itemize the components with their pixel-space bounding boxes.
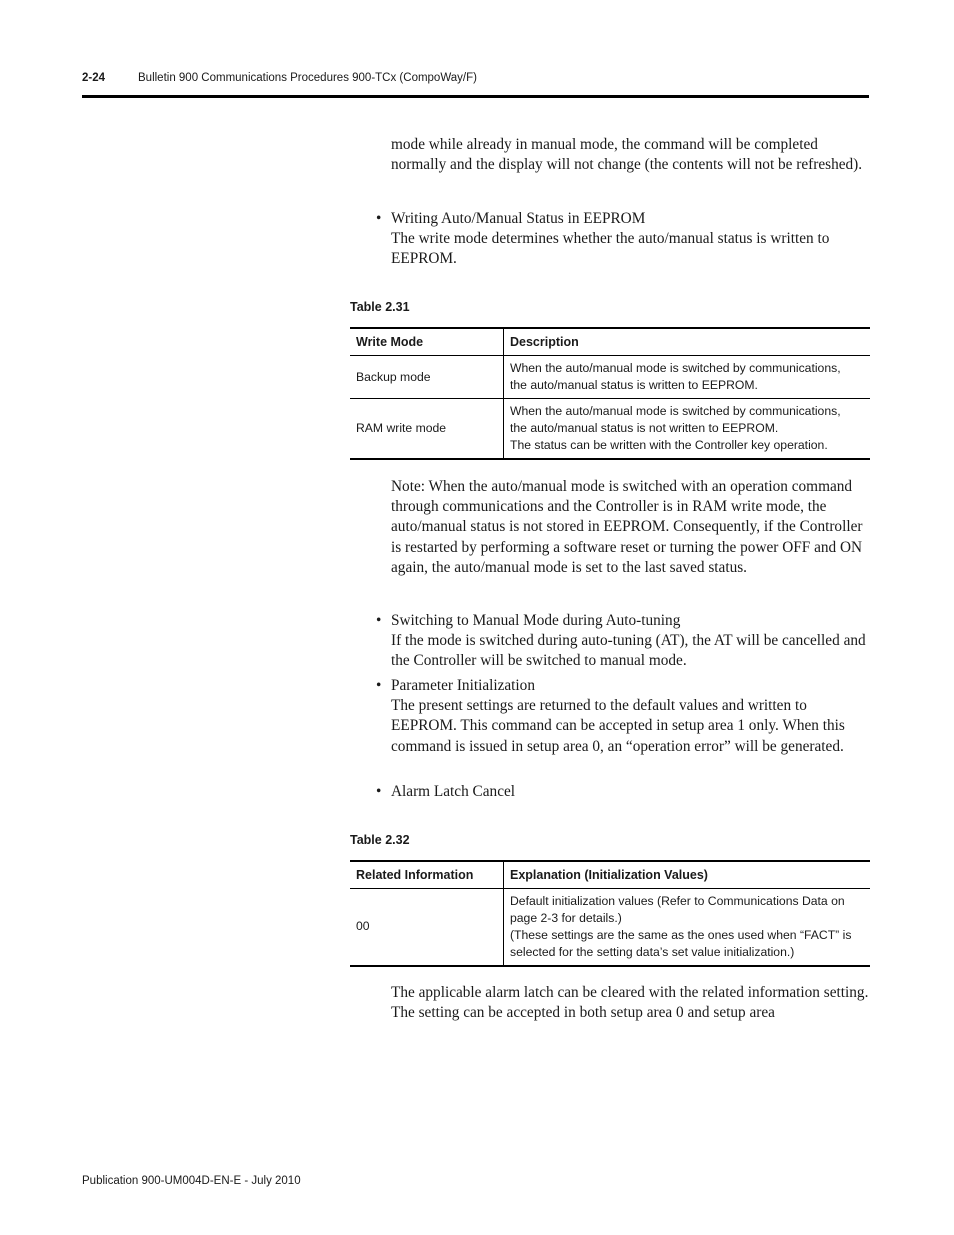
write-mode-table <box>350 327 870 460</box>
bullet-text: The write mode determines whether the auto/manual status is written to EEPROM. <box>391 230 830 268</box>
bullet-eeprom <box>376 209 871 270</box>
page-number: 2-24 <box>82 72 106 84</box>
table-cell: 00 <box>350 889 504 966</box>
table-row <box>350 889 870 966</box>
table-caption: Table 2.32 <box>350 833 410 847</box>
bullet-title: Switching to Manual Mode during Auto-tuning <box>391 612 681 629</box>
bullet-text: If the mode is switched during auto-tuning (AT), the AT will be cancelled and the Controller will be switched to manual mode. <box>391 632 866 670</box>
column-header: Description <box>504 328 871 356</box>
header-rule <box>82 95 869 98</box>
bullet-autotuning <box>376 611 871 672</box>
column-header: Related Information <box>350 861 504 889</box>
table-cell: Default initialization values (Refer to Communications Data on page 2-3 for details.) (These settings are the same as the ones used when “FACT” is selected for the setting data’s set value initialization.) <box>504 889 871 966</box>
table-header-row <box>350 861 870 889</box>
bullet-title: Alarm Latch Cancel <box>391 783 516 800</box>
table-cell: Backup mode <box>350 356 504 399</box>
bullet-dot: • <box>376 677 382 694</box>
table-caption: Table 2.31 <box>350 300 410 314</box>
bullet-title: Parameter Initialization <box>391 677 535 694</box>
intro-paragraph: mode while already in manual mode, the command will be completed normally and the display will not change (the contents will not be refreshed). <box>391 136 863 174</box>
column-header: Explanation (Initialization Values) <box>504 861 871 889</box>
page-footer: Publication 900-UM004D-EN-E - July 2010 <box>82 1175 301 1187</box>
table-cell: RAM write mode <box>350 399 504 459</box>
column-header: Write Mode <box>350 328 504 356</box>
bullet-param-init <box>376 676 871 757</box>
bullet-dot: • <box>376 612 382 629</box>
table-header-row <box>350 328 870 356</box>
table-cell: When the auto/manual mode is switched by communications, the auto/manual status is written to EEPROM. <box>504 356 871 399</box>
table-cell: When the auto/manual mode is switched by communications, the auto/manual status is not written to EEPROM. The status can be written with the Controller key operation. <box>504 399 871 459</box>
table-row <box>350 399 870 459</box>
closing-paragraph: The applicable alarm latch can be cleared with the related information setting. The setting can be accepted in both setup area 0 and setup area <box>391 984 869 1022</box>
bullet-alarm-latch <box>376 782 871 802</box>
bullet-title: Writing Auto/Manual Status in EEPROM <box>391 210 646 227</box>
header-title: Bulletin 900 Communications Procedures 900-TCx (CompoWay/F) <box>138 72 477 84</box>
related-info-table <box>350 860 870 967</box>
bullet-dot: • <box>376 210 382 227</box>
bullet-text: The present settings are returned to the default values and written to EEPROM. This command can be accepted in setup area 1 only. When this command is issued in setup area 0, an “operation error” will be generated. <box>391 697 845 755</box>
bullet-dot: • <box>376 783 382 800</box>
table-row <box>350 356 870 399</box>
note-paragraph: Note: When the auto/manual mode is switched with an operation command through communications and the Controller is in RAM write mode, the auto/manual status is not stored in EEPROM. Consequently, if the Controller is restarted by performing a software reset or turning the power OFF and ON again, the auto/manual mode is set to the last saved status. <box>391 478 863 576</box>
